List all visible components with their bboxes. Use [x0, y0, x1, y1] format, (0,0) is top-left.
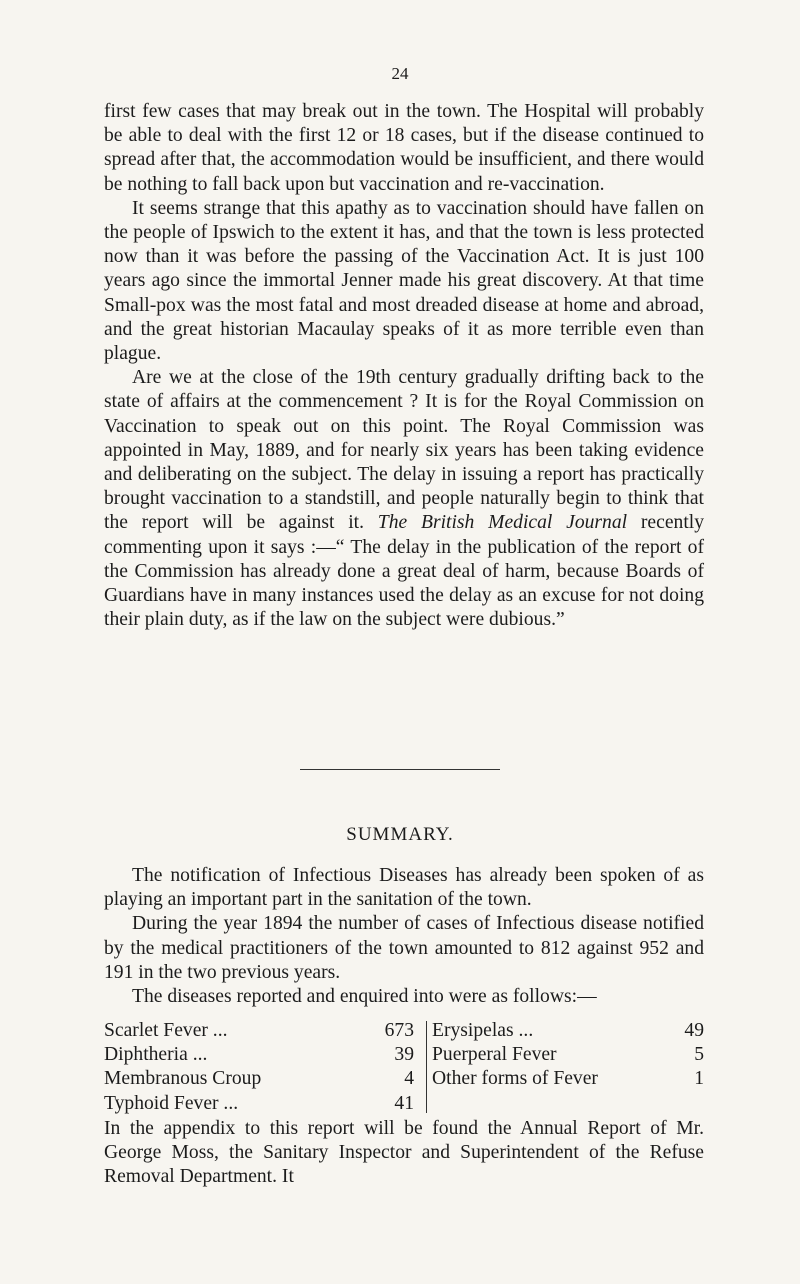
- journal-title: The British Medical Journal: [377, 512, 628, 534]
- disease-name: Membranous Croup: [104, 1068, 262, 1090]
- disease-count: 673: [384, 1020, 414, 1041]
- paragraph-3-before: Are we at the close of the 19th century gradually drifting back to the state of affairs at the commencement ? It is for the Royal Commission on Vaccination to speak out on this point. The Royal Commission was appointed in May, 1889, and for nearly six years has been taking evidence and deliberating on the subject. The delay in issuing a report has practically brought vaccination to a standstill, and people naturally begin to think that the report will be against it.: [104, 367, 704, 534]
- paragraph-3: [104, 366, 704, 632]
- paragraph-3-after: recently commenting upon it says :—“ The delay in the publication of the report of the Commission has already done a great deal of harm, because Boards of Guardians have in many instances used the delay as an excuse for not doing their plain duty, as if the law on the subject were dubious.”: [104, 512, 705, 631]
- disease-table-left: [104, 1019, 422, 1116]
- closing-text: [104, 1117, 704, 1190]
- disease-count: 49: [684, 1020, 704, 1041]
- paragraph-2: It seems strange that this apathy as to vaccination should have fallen on the people of Ipswich to the extent it has, and that the town is less protected now than it was before the passing of the Vaccination Act. It is just 100 years ago since the immortal Jenner made his great discovery. At that time Small-pox was the most fatal and most dreaded disease at home and abroad, and the great historian Macaulay speaks of it as more terrible even than plague.: [104, 197, 704, 365]
- section-divider: [300, 769, 500, 770]
- disease-count: 4: [404, 1068, 414, 1090]
- disease-name: Erysipelas ...: [432, 1020, 534, 1041]
- table-divider: [426, 1021, 427, 1113]
- table-row: [104, 1067, 422, 1091]
- disease-count: 5: [694, 1044, 704, 1066]
- disease-count: 39: [394, 1044, 414, 1066]
- disease-name: Diphtheria ...: [104, 1044, 208, 1066]
- main-text: [104, 100, 704, 632]
- table-row: [432, 1019, 704, 1043]
- page-number: 24: [391, 64, 409, 83]
- disease-name: Scarlet Fever ...: [104, 1020, 228, 1041]
- summary-text: [104, 864, 704, 1009]
- summary-paragraph-3: The diseases reported and enquired into were as follows:—: [132, 986, 597, 1008]
- table-row: [432, 1043, 704, 1067]
- table-row: [104, 1043, 422, 1067]
- disease-count: 41: [394, 1092, 414, 1114]
- table-row: [104, 1019, 422, 1043]
- disease-count: 1: [694, 1068, 704, 1090]
- disease-name: Typhoid Fever ...: [104, 1092, 239, 1114]
- disease-name: Other forms of Fever: [432, 1068, 598, 1090]
- summary-paragraph-2: During the year 1894 the number of cases of Infectious disease notified by the medical practitioners of the town amounted to 812 against 952 and 191 in the two previous years.: [104, 913, 704, 983]
- closing-paragraph: In the appendix to this report will be found the Annual Report of Mr. George Moss, the Sanitary Inspector and Superintendent of the Refuse Removal Department. It: [104, 1118, 704, 1188]
- paragraph-1: first few cases that may break out in the town. The Hospital will probably be able to deal with the first 12 or 18 cases, but if the disease continued to spread after that, the accommodation would be insufficient, and there would be nothing to fall back upon but vaccination and re-vaccination.: [104, 101, 704, 195]
- disease-table-right: [432, 1019, 704, 1092]
- table-row: [432, 1067, 704, 1091]
- summary-paragraph-1: The notification of Infectious Diseases has already been spoken of as playing an important part in the sanitation of the town.: [104, 865, 704, 911]
- table-row: [104, 1092, 422, 1116]
- summary-heading: SUMMARY.: [346, 824, 454, 845]
- disease-name: Puerperal Fever: [432, 1044, 557, 1066]
